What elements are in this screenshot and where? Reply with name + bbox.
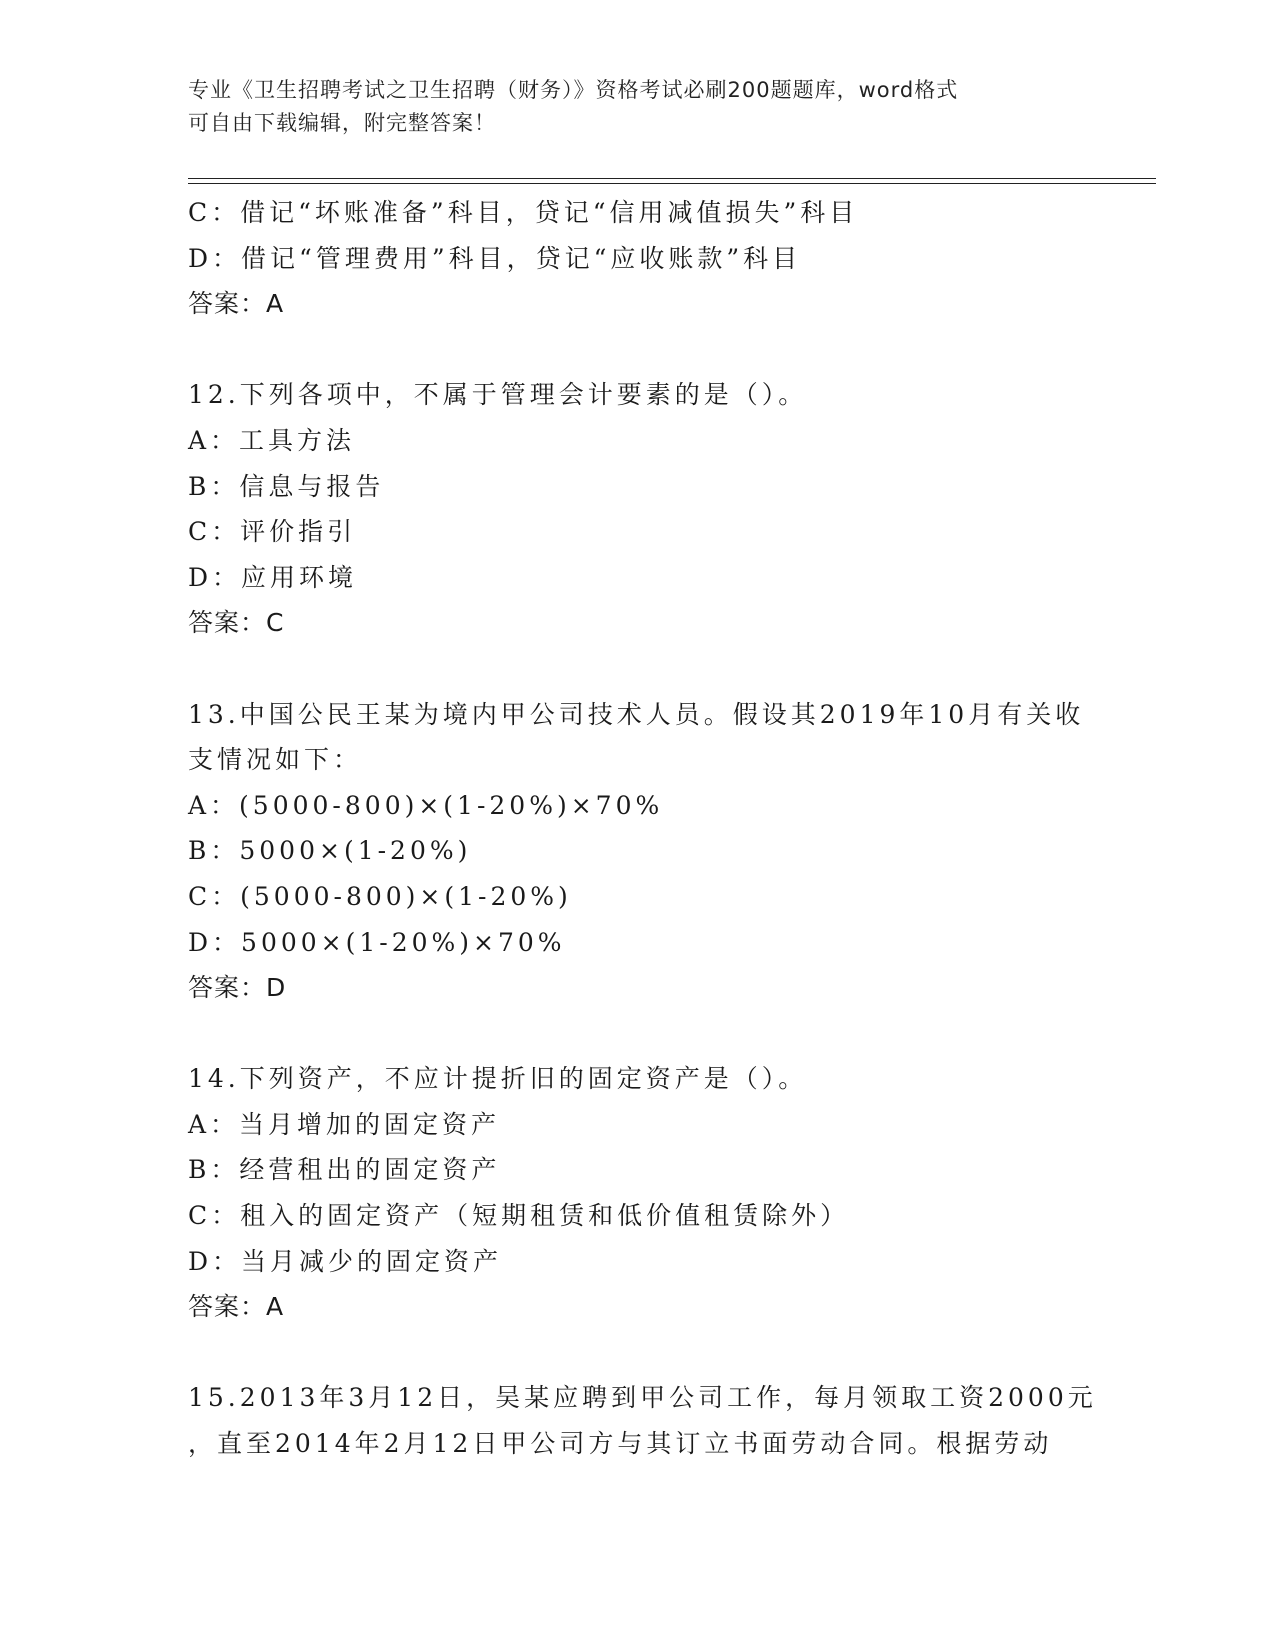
- q14-option-c: C：租入的固定资产（短期租赁和低价值租赁除外）: [188, 1201, 850, 1231]
- q14-stem: 14.下列资产，不应计提折旧的固定资产是（）。: [188, 1064, 808, 1094]
- q12-option-b: B：信息与报告: [188, 471, 385, 501]
- q11-option-c: C：借记“坏账准备”科目，贷记“信用减值损失”科目: [188, 198, 859, 227]
- q11-answer: 答案：A: [188, 289, 285, 319]
- question-12: [188, 372, 1088, 646]
- q14-option-b: B：经营租出的固定资产: [188, 1155, 501, 1185]
- q12-option-a: A：工具方法: [188, 425, 356, 455]
- q12-answer: 答案：C: [188, 608, 285, 638]
- q13-option-c: C：(5000-800)×(1-20%): [188, 881, 572, 911]
- document-header: [188, 74, 1088, 140]
- q13-option-a: A：(5000-800)×(1-20%)×70%: [188, 790, 664, 820]
- spacer: [188, 327, 1088, 373]
- header-divider-bottom: [188, 183, 1156, 184]
- question-14: [188, 1056, 1088, 1330]
- q14-answer: 答案：A: [188, 1292, 285, 1322]
- q15-stem-line-1: 15.2013年3月12日，吴某应聘到甲公司工作，每月领取工资2000元: [188, 1383, 1097, 1413]
- q13-answer: 答案：D: [188, 973, 287, 1003]
- q14-option-a: A：当月增加的固定资产: [188, 1109, 501, 1139]
- spacer: [188, 646, 1088, 692]
- q15-stem-line-2: ，直至2014年2月12日甲公司方与其订立书面劳动合同。根据劳动: [188, 1429, 1053, 1459]
- q12-option-c: C：评价指引: [188, 517, 357, 547]
- q13-stem-line-2: 支情况如下：: [188, 745, 363, 775]
- header-divider-top: [188, 178, 1156, 179]
- q13-option-d: D：5000×(1-20%)×70%: [188, 927, 566, 957]
- question-content: [188, 190, 1097, 1467]
- q12-stem: 12.下列各项中，不属于管理会计要素的是（）。: [188, 380, 808, 410]
- q14-option-d: D：当月减少的固定资产: [188, 1246, 503, 1276]
- question-13: [188, 692, 1088, 1011]
- q12-option-d: D：应用环境: [188, 562, 358, 592]
- header-line-2: 可自由下载编辑，附完整答案！: [188, 111, 496, 135]
- spacer: [188, 1011, 1088, 1057]
- q13-option-b: B：5000×(1-20%): [188, 836, 472, 866]
- q11-option-d: D：借记“管理费用”科目，贷记“应收账款”科目: [188, 243, 802, 273]
- header-line-1: 专业《卫生招聘考试之卫生招聘（财务）》资格考试必刷200题题库，word格式: [188, 78, 959, 102]
- question-11: [188, 190, 1088, 327]
- spacer: [188, 1330, 1088, 1376]
- question-15: [188, 1375, 1097, 1466]
- q13-stem-line-1: 13.中国公民王某为境内甲公司技术人员。假设其2019年10月有关收: [188, 699, 1085, 729]
